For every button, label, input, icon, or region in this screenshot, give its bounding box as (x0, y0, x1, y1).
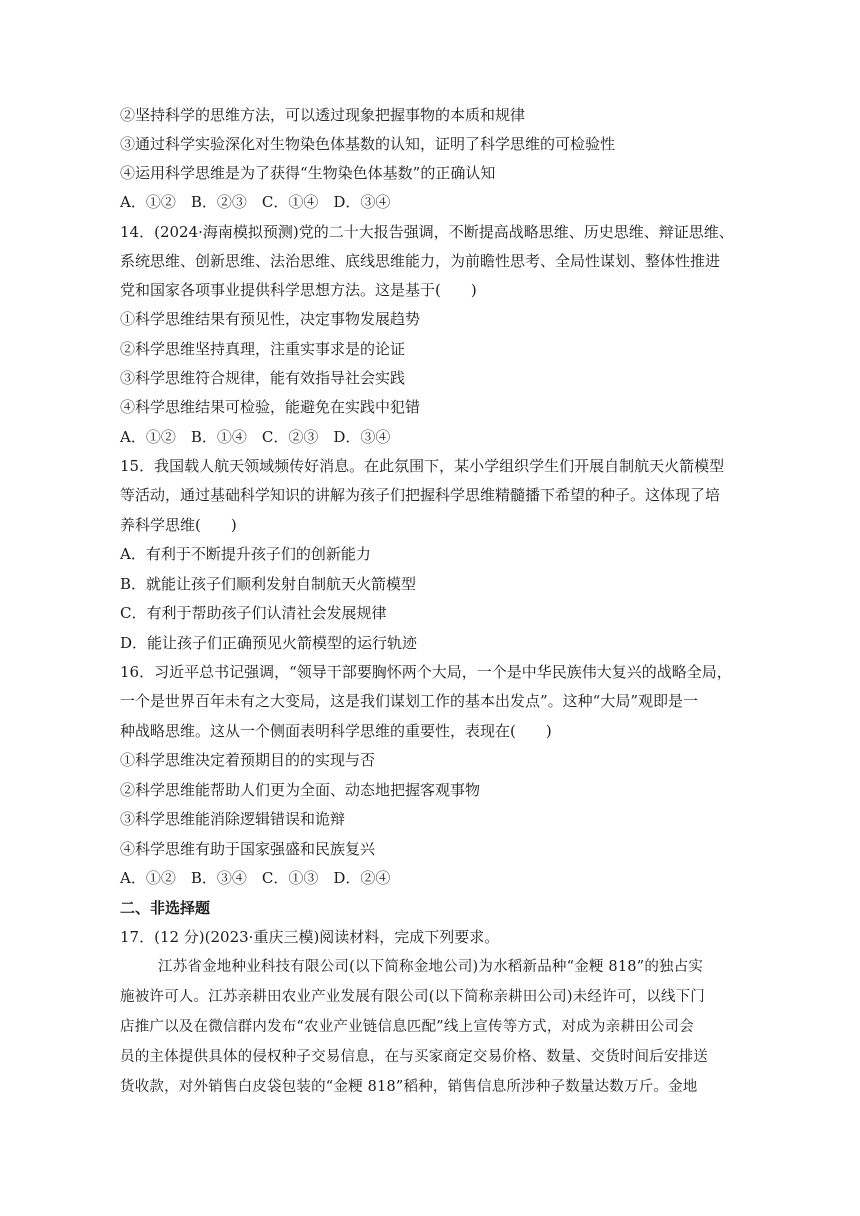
material-paragraph: 施被许可人。江苏亲耕田农业产业发展有限公司(以下简称亲耕田公司)未经许可，以线下门 (120, 989, 706, 1005)
question-15-text: 15．我国载人航天领域频传好消息。在此氛围下，某小学组织学生们开展自制航天火箭模型 (120, 457, 725, 475)
option-line: D．能让孩子们正确预见火箭模型的运行轨迹 (120, 634, 418, 652)
option-line: ①科学思维决定着预期目的的实现与否 (120, 751, 376, 769)
material-paragraph: 江苏省金地种业科技有限公司(以下简称金地公司)为水稻新品种“金粳 818”的独占实 (158, 959, 704, 975)
option-line: ③科学思维能消除逻辑错误和诡辩 (120, 810, 346, 828)
option-line: ②科学思维能帮助人们更为全面、动态地把握客观事物 (120, 781, 481, 799)
material-paragraph: 店推广以及在微信群内发布“农业产业链信息匹配”线上宣传等方式，对成为亲耕田公司会 (120, 1019, 694, 1035)
question-15-text: 等活动，通过基础科学知识的讲解为孩子们把握科学思维精髓播下希望的种子。这体现了培 (120, 486, 721, 504)
option-line: C．有利于帮助孩子们认清社会发展规律 (120, 604, 387, 622)
option-line: ④科学思维结果可检验，能避免在实践中犯错 (120, 398, 421, 416)
question-17-title: 17．(12 分)(2023·重庆三模)阅读材料，完成下列要求。 (120, 928, 500, 946)
material-paragraph: 员的主体提供具体的侵权种子交易信息，在与买家商定交易价格、数量、交货时间后安排送 (120, 1049, 708, 1065)
option-line: ③科学思维符合规律，能有效指导社会实践 (120, 369, 406, 387)
section-heading: 二、非选择题 (120, 899, 211, 917)
question-16-text: 16．习近平总书记强调，“领导干部要胸怀两个大局，一个是中华民族伟大复兴的战略全局， (120, 663, 732, 681)
answer-choices: A．①② B．①④ C．②③ D．③④ (120, 428, 391, 446)
question-15-text: 养科学思维( ) (120, 516, 237, 534)
question-14-text: 党和国家各项事业提供科学思想方法。这是基于( ) (120, 281, 477, 299)
option-line: ①科学思维结果有预见性，决定事物发展趋势 (120, 310, 421, 328)
question-14-text: 14．(2024·海南模拟预测)党的二十大报告强调，不断提高战略思维、历史思维、辩证思维、 (120, 223, 734, 241)
material-paragraph: 货收款，对外销售白皮袋包装的“金粳 818”稻种，销售信息所涉种子数量达数万斤。金地 (120, 1079, 698, 1095)
option-line: B．就能让孩子们顺利发射自制航天火箭模型 (120, 575, 417, 593)
option-line: A．有利于不断提升孩子们的创新能力 (120, 545, 371, 563)
question-16-text: 种战略思维。这从一个侧面表明科学思维的重要性，表现在( ) (120, 722, 552, 740)
option-line: ④科学思维有助于国家强盛和民族复兴 (120, 840, 376, 858)
answer-choices: A．①② B．②③ C．①④ D．③④ (120, 193, 391, 211)
option-line: ④运用科学思维是为了获得“生物染色体基数”的正确认知 (120, 164, 496, 182)
option-line: ②坚持科学的思维方法，可以透过现象把握事物的本质和规律 (120, 106, 526, 124)
question-14-text: 系统思维、创新思维、法治思维、底线思维能力，为前瞻性思考、全局性谋划、整体性推进 (120, 252, 721, 270)
option-line: ③通过科学实验深化对生物染色体基数的认知，证明了科学思维的可检验性 (120, 135, 616, 153)
option-line: ②科学思维坚持真理，注重实事求是的论证 (120, 340, 406, 358)
answer-choices: A．①② B．③④ C．①③ D．②④ (120, 869, 391, 887)
question-16-text: 一个是世界百年未有之大变局，这是我们谋划工作的基本出发点”。这种“大局”观即是一 (120, 692, 699, 710)
